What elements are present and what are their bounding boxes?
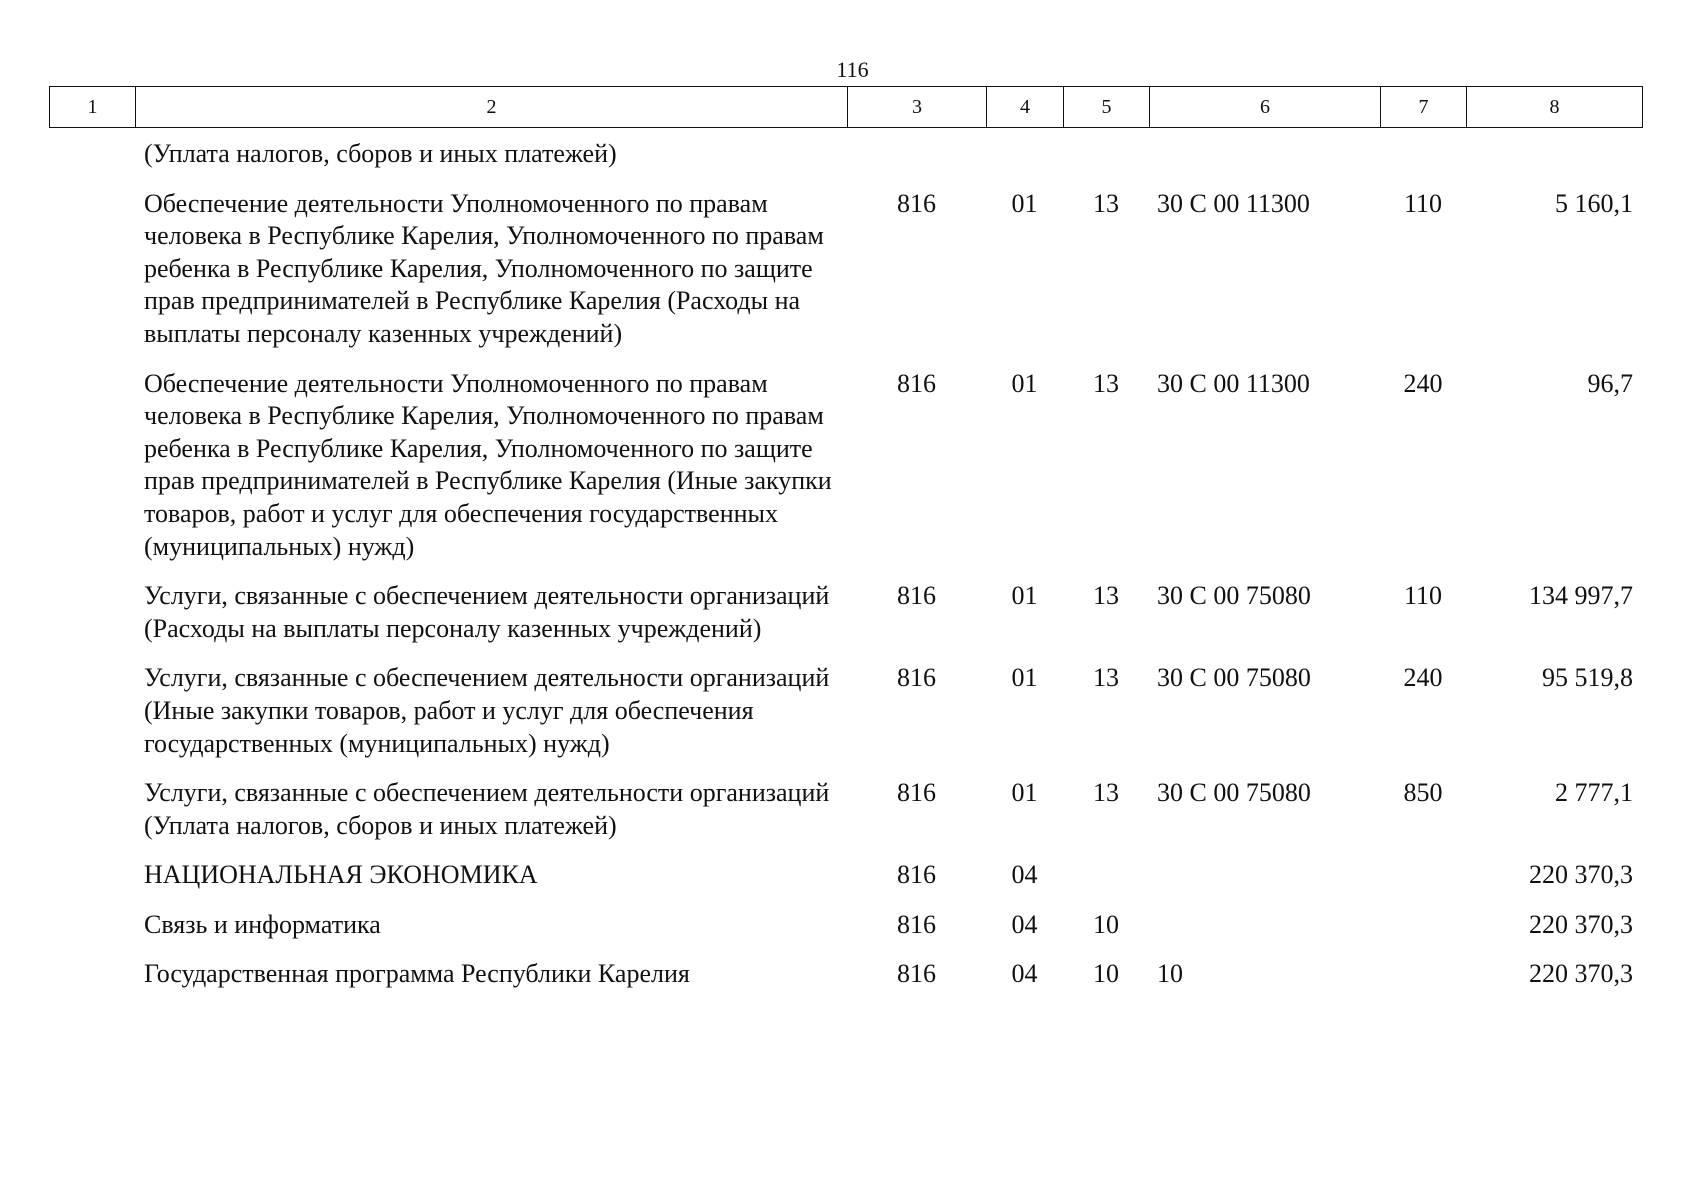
cell-department: 816 xyxy=(897,188,936,218)
column-number-8: 8 xyxy=(1467,87,1643,128)
table-row xyxy=(49,662,1642,777)
cell-amount: 5 160,1 xyxy=(1555,188,1633,218)
cell-department: 816 xyxy=(897,663,936,693)
column-number-header xyxy=(49,86,1643,128)
row-description: Связь и информатика xyxy=(144,909,381,939)
column-number-6: 6 xyxy=(1150,87,1381,128)
cell-expense-type xyxy=(1380,958,1466,1008)
table-row xyxy=(49,138,1642,188)
cell-section: 04 xyxy=(1011,860,1038,890)
cell-target-article: 30 С 00 11300 xyxy=(1157,368,1310,398)
cell-target-article xyxy=(1149,138,1380,188)
cell-subsection: 13 xyxy=(1093,368,1119,398)
cell-expense-type: 240 xyxy=(1403,368,1443,398)
cell-target-article: 30 С 00 75080 xyxy=(1157,663,1311,693)
cell-subsection: 13 xyxy=(1093,663,1119,693)
table-row xyxy=(49,859,1642,909)
cell-department: 816 xyxy=(897,778,936,808)
cell-expense-type: 850 xyxy=(1403,778,1443,808)
cell-target-article: 10 xyxy=(1157,959,1183,989)
cell-department xyxy=(847,138,986,188)
cell-target-article xyxy=(1149,859,1380,909)
column-number-2: 2 xyxy=(136,87,848,128)
cell-section: 01 xyxy=(1011,368,1038,398)
cell-section: 04 xyxy=(1011,959,1038,989)
cell-department: 816 xyxy=(897,860,936,890)
cell-section: 04 xyxy=(1011,909,1038,939)
table-row xyxy=(49,777,1642,859)
cell-amount: 95 519,8 xyxy=(1542,663,1633,693)
row-description: Услуги, связанные с обеспечением деятельности организаций (Уплата налогов, сборов и иных платежей) xyxy=(144,778,830,840)
row-description: Обеспечение деятельности Уполномоченного по правам человека в Республике Карелия, Уполномоченного по правам ребенка в Республике Карелия, Уполномоченного по защите прав предпринимателей в Республике Карелия (Расходы на выплаты персоналу казенных учреждений) xyxy=(144,188,824,348)
row-description: НАЦИОНАЛЬНАЯ ЭКОНОМИКА xyxy=(144,860,538,890)
cell-subsection: 13 xyxy=(1093,778,1119,808)
column-number-3: 3 xyxy=(848,87,987,128)
cell-amount: 96,7 xyxy=(1587,368,1633,398)
row-description: Обеспечение деятельности Уполномоченного по правам человека в Республике Карелия, Уполномоченного по правам ребенка в Республике Карелия, Уполномоченного по защите прав предпринимателей в Республике Карелия (Иные закупки товаров, работ и услуг для обеспечения государственных (муниципальных) нужд) xyxy=(144,368,832,561)
table-row xyxy=(49,909,1642,959)
cell-subsection xyxy=(1063,138,1149,188)
table-row xyxy=(49,188,1642,368)
cell-department: 816 xyxy=(897,909,936,939)
cell-department: 816 xyxy=(897,581,936,611)
cell-section: 01 xyxy=(1011,778,1038,808)
cell-subsection xyxy=(1063,859,1149,909)
cell-target-article xyxy=(1149,909,1380,959)
cell-amount xyxy=(1466,138,1642,188)
cell-section: 01 xyxy=(1011,663,1038,693)
cell-expense-type xyxy=(1380,859,1466,909)
cell-department: 816 xyxy=(897,959,936,989)
cell-amount: 220 370,3 xyxy=(1529,860,1633,890)
column-number-4: 4 xyxy=(987,87,1064,128)
cell-section: 01 xyxy=(1011,188,1038,218)
cell-expense-type: 110 xyxy=(1403,188,1443,218)
cell-section xyxy=(986,138,1063,188)
cell-subsection: 13 xyxy=(1093,188,1119,218)
cell-expense-type: 240 xyxy=(1403,663,1443,693)
cell-subsection: 10 xyxy=(1093,959,1119,989)
cell-expense-type: 110 xyxy=(1403,581,1443,611)
cell-amount: 220 370,3 xyxy=(1529,909,1633,939)
column-number-7: 7 xyxy=(1381,87,1467,128)
row-description: Государственная программа Республики Карелия xyxy=(144,959,690,989)
header-row xyxy=(50,87,1643,128)
column-number-1: 1 xyxy=(50,87,136,128)
cell-subsection: 10 xyxy=(1093,909,1119,939)
table-row xyxy=(49,958,1642,1008)
cell-expense-type xyxy=(1380,909,1466,959)
cell-target-article: 30 С 00 11300 xyxy=(1157,188,1310,218)
table-row xyxy=(49,580,1642,662)
cell-department: 816 xyxy=(897,368,936,398)
cell-section: 01 xyxy=(1011,581,1038,611)
column-number-5: 5 xyxy=(1064,87,1150,128)
row-description: Услуги, связанные с обеспечением деятельности организаций (Расходы на выплаты персоналу казенных учреждений) xyxy=(144,581,830,643)
row-description: Услуги, связанные с обеспечением деятельности организаций (Иные закупки товаров, работ и услуг для обеспечения государственных (муниципальных) нужд) xyxy=(144,663,830,758)
cell-target-article: 30 С 00 75080 xyxy=(1157,778,1311,808)
cell-target-article: 30 С 00 75080 xyxy=(1157,581,1311,611)
cell-amount: 2 777,1 xyxy=(1555,778,1633,808)
table-row xyxy=(49,368,1642,581)
page-number: 116 xyxy=(836,57,869,82)
cell-amount: 220 370,3 xyxy=(1529,959,1633,989)
cell-amount: 134 997,7 xyxy=(1529,581,1633,611)
cell-subsection: 13 xyxy=(1093,581,1119,611)
cell-expense-type xyxy=(1380,138,1466,188)
budget-table xyxy=(49,138,1642,1008)
row-description: (Уплата налогов, сборов и иных платежей) xyxy=(144,139,617,168)
